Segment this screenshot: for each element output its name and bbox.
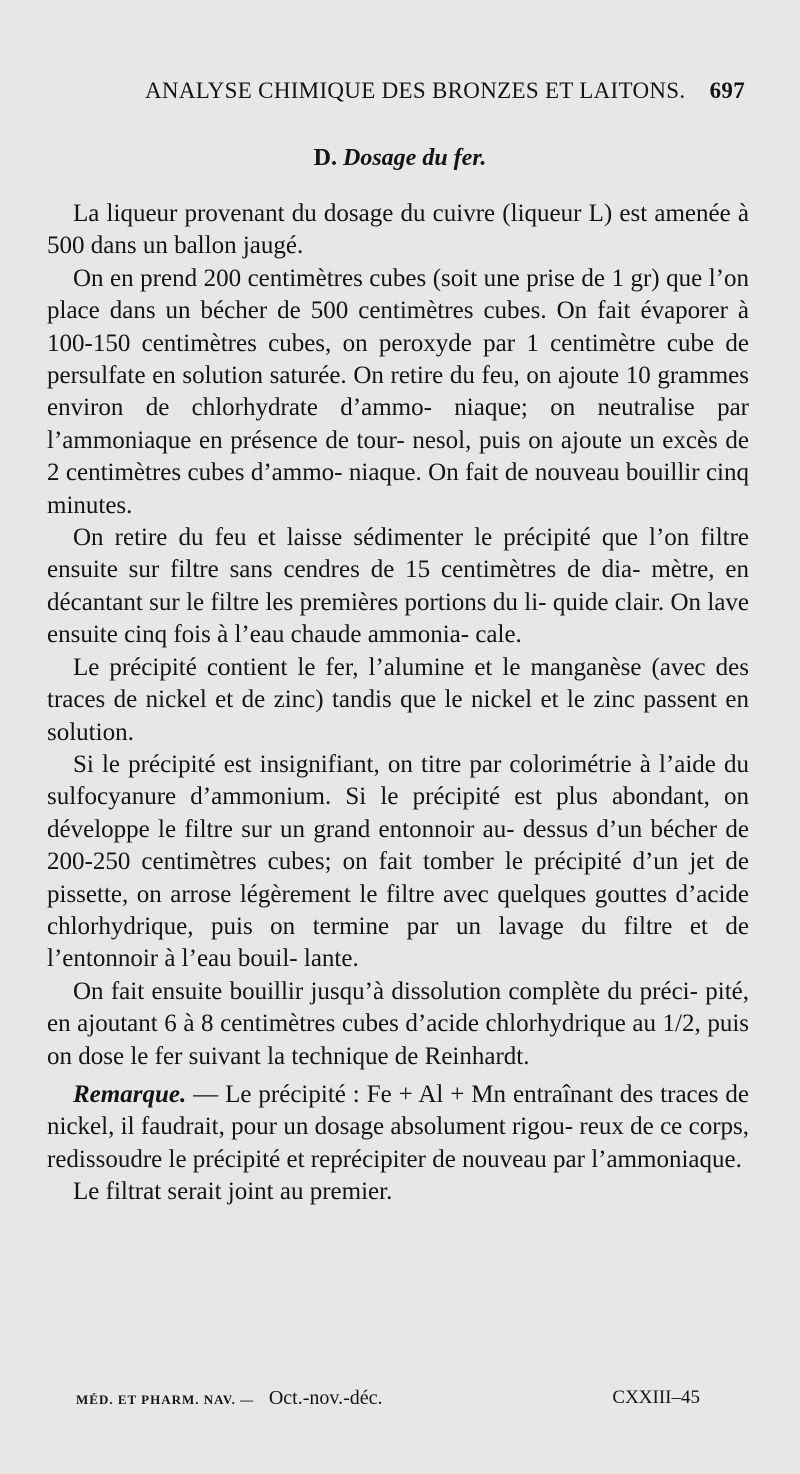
- page-footer: [76, 1387, 700, 1410]
- text-line: abondant, on développe le filtre sur un grand entonnoir au-: [47, 783, 749, 843]
- running-header: [145, 78, 745, 104]
- text-line: à l’aide du sulfocyanure d’ammonium. Si le précipité est plus: [47, 750, 750, 811]
- text-line: nesol, puis on ajoute un excès de 2 centimètres cubes d’ammo-: [47, 426, 750, 487]
- text-line: On fait ensuite bouillir jusqu’à dissolution complète du préci-: [73, 977, 698, 1005]
- text-line: le filtre avec quelques gouttes d’acide chlorhydrique, puis on: [47, 880, 750, 940]
- text-line: nouveau par l’ammoniaque.: [462, 1145, 742, 1173]
- text-line: — Le précipité : Fe + Al + Mn entraînant des: [186, 1080, 654, 1108]
- text-line: reux de ce corps, redissoudre le précipité et reprécipiter de: [47, 1113, 750, 1173]
- text-line: Le filtrat serait joint au premier.: [73, 1178, 393, 1206]
- remark-paragraph: [47, 1079, 749, 1176]
- text-line: des traces de nickel et de zinc) tandis que le nickel et le zinc: [47, 653, 749, 714]
- paragraph: [47, 652, 749, 749]
- text-line: fait évaporer à 100-150 centimètres cubes, on peroxyde par: [47, 297, 750, 357]
- text-line: pité, en ajoutant 6 à 8 centimètres cubes d’acide chlorhydrique: [47, 977, 750, 1038]
- section-letter: D.: [313, 145, 337, 171]
- paragraph: [47, 749, 749, 976]
- paragraph: [47, 263, 749, 522]
- text-line: niaque; on neutralise par l’ammoniaque en présence de tour-: [47, 394, 750, 454]
- running-title: ANALYSE CHIMIQUE DES BRONZES ET LAITONS.: [145, 78, 686, 103]
- text-line: mètre, en décantant sur le filtre les premières portions du li-: [47, 556, 749, 616]
- paragraph: [47, 1176, 749, 1208]
- text-line: Le précipité contient le fer, l’alumine et le manganèse (avec: [73, 653, 706, 681]
- text-line: quide clair. On lave ensuite cinq fois à l’eau chaude ammonia-: [47, 588, 750, 649]
- text-line: au 1/2, puis on dose le fer suivant la technique de Reinhardt.: [47, 1010, 749, 1070]
- page-number: 697: [709, 78, 745, 103]
- text-line: lante.: [303, 945, 359, 973]
- text-line: La liqueur provenant du dosage du cuivre (liqueur L) est: [73, 200, 648, 227]
- text-line: traces de nickel, il faudrait, pour un dosage absolument rigou-: [47, 1080, 750, 1141]
- text-line: tomber le précipité d’un jet de pissette, on arrose légèrement: [47, 848, 750, 908]
- body-text: [47, 198, 749, 1209]
- text-line: que l’on place dans un bécher de 500 centimètres cubes. On: [47, 264, 750, 325]
- text-line: amenée à 500 dans un ballon jaugé.: [47, 200, 749, 260]
- section-heading: [0, 145, 800, 172]
- paragraph: [47, 976, 749, 1073]
- text-line: termine par un lavage du filtre et de l’entonnoir à l’eau bouil-: [47, 912, 750, 973]
- text-line: On en prend 200 centimètres cubes (soit une prise de 1 gr): [73, 264, 660, 292]
- paragraph: [47, 522, 749, 652]
- section-title: Dosage du fer.: [343, 145, 487, 171]
- text-line: filtre ensuite sur filtre sans cendres de 15 centimètres de dia-: [47, 524, 750, 584]
- text-line: passent en solution.: [47, 686, 749, 746]
- remark-label: Remarque.: [73, 1080, 187, 1108]
- text-line: On retire du feu et laisse sédimenter le précipité que l’on: [73, 524, 690, 552]
- text-line: niaque. On fait de nouveau bouillir cinq minutes.: [47, 459, 749, 519]
- issue-date: Oct.-nov.-déc.: [268, 1387, 383, 1409]
- text-line: 1 centimètre cube de persulfate en solution saturée. On retire: [47, 329, 749, 390]
- paragraph: [47, 198, 749, 263]
- text-line: Si le précipité est insignifiant, on titre par colorimétrie: [73, 750, 632, 778]
- text-line: dessus d’un bécher de 200-250 centimètres cubes; on fait: [47, 815, 749, 876]
- text-line: cale.: [475, 621, 522, 649]
- signature-mark: CXXIII–45: [612, 1387, 700, 1408]
- journal-name: MÉD. ET PHARM. NAV. —: [76, 1392, 255, 1407]
- text-line: du feu, on ajoute 10 grammes environ de chlorhydrate d’ammo-: [47, 362, 749, 422]
